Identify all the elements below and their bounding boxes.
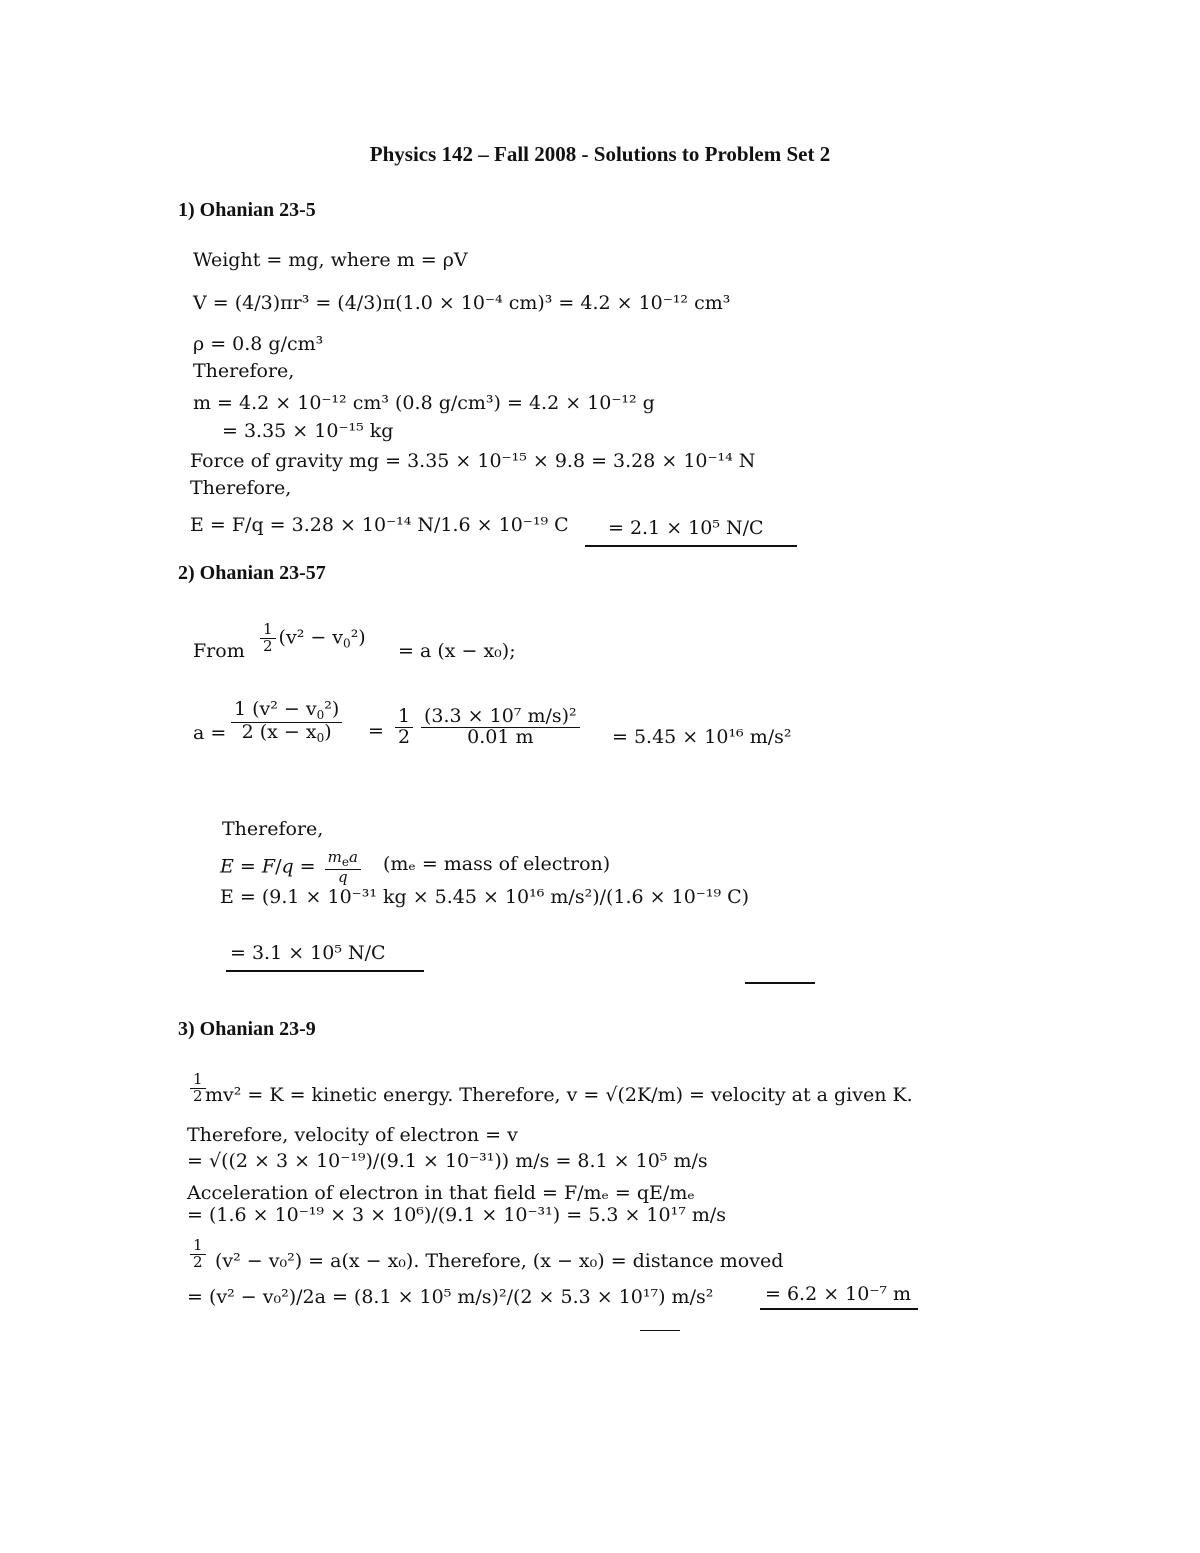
problem-2-heading: 2) Ohanian 23-57	[178, 562, 326, 584]
p3-line-3: = √((2 × 3 × 10⁻¹⁹)/(9.1 × 10⁻³¹)) m/s = 8.1 × 10⁵ m/s	[187, 1150, 708, 1172]
p3-line-4: Acceleration of electron in that field = F/mₑ = qE/mₑ	[187, 1182, 695, 1204]
p2-line-4-rhs: (mₑ = mass of electron)	[383, 853, 611, 875]
p2-line-3: Therefore,	[222, 818, 324, 840]
p2-line-5: E = (9.1 × 10⁻³¹ kg × 5.45 × 10¹⁶ m/s²)/(1.6 × 10⁻¹⁹ C)	[220, 886, 750, 908]
p2-line-2-frac-1: $\frac{1 (v^2 - v_0^2)}{2 (x - x_0)}$	[228, 700, 345, 744]
p1-line-5: m = 4.2 × 10⁻¹² cm³ (0.8 g/cm³) = 4.2 × 10⁻¹² g	[193, 392, 655, 414]
p1-line-8: Therefore,	[190, 477, 292, 499]
p3-line-7: = (v² − v₀²)/2a = (8.1 × 10⁵ m/s)²/(2 × 5.3 × 10¹⁷) m/s²	[187, 1286, 714, 1308]
page-title: Physics 142 – Fall 2008 - Solutions to Problem Set 2	[369, 142, 831, 166]
p2-line-1-from: From	[193, 640, 245, 662]
p2-frac-numerator: (3.3 × 10⁷ m/s)²	[421, 707, 580, 728]
p2-line-2-lhs: a =	[193, 722, 227, 744]
p3-line-5: = (1.6 × 10⁻¹⁹ × 3 × 10⁶)/(9.1 × 10⁻³¹) = 5.3 × 10¹⁷ m/s	[187, 1204, 727, 1226]
p3-line-1-frac: $\frac{1}{2}$	[187, 1072, 209, 1105]
p1-line-2: V = (4/3)πr³ = (4/3)π(1.0 × 10⁻⁴ cm)³ = 4.2 × 10⁻¹² cm³	[193, 292, 731, 314]
p3-line-2: Therefore, velocity of electron = v	[187, 1124, 518, 1146]
stray-mark	[745, 982, 815, 984]
p3-answer-underline	[760, 1308, 918, 1310]
p2-line-2-eq: =	[368, 720, 384, 742]
p1-line-3: ρ = 0.8 g/cm³	[193, 333, 324, 355]
problem-1-heading: 1) Ohanian 23-5	[178, 199, 316, 221]
p1-line-4: Therefore,	[193, 360, 295, 382]
problem-3-heading: 3) Ohanian 23-9	[178, 1018, 316, 1040]
p2-answer-underline	[226, 970, 424, 972]
p1-line-7: Force of gravity mg = 3.35 × 10⁻¹⁵ × 9.8 = 3.28 × 10⁻¹⁴ N	[190, 450, 756, 472]
stray-mark-2	[640, 1330, 680, 1331]
p2-line-1-rhs: = a (x − x₀);	[398, 640, 516, 662]
p2-line-2-frac-3	[418, 707, 583, 748]
p2-frac-denominator: 0.01 m	[467, 725, 534, 748]
p3-answer: = 6.2 × 10⁻⁷ m	[765, 1283, 912, 1305]
p2-line-2-frac-2: $\frac{1}{2}$	[392, 707, 416, 748]
p2-line-2-result: = 5.45 × 10¹⁶ m/s²	[612, 726, 792, 748]
p2-line-4-lhs: E = F/q = $\frac{m_ea}{q}$	[220, 850, 364, 885]
p1-line-1: Weight = mg, where m = ρV	[193, 249, 468, 271]
p1-line-9: E = F/q = 3.28 × 10⁻¹⁴ N/1.6 × 10⁻¹⁹ C	[190, 514, 569, 536]
p3-line-6-frac: $\frac{1}{2}$	[187, 1238, 209, 1271]
p3-line-6: (v² − v₀²) = a(x − x₀). Therefore, (x − x₀) = distance moved	[215, 1250, 784, 1272]
p2-answer: = 3.1 × 10⁵ N/C	[230, 942, 386, 964]
p3-line-1: mv² = K = kinetic energy. Therefore, v = √(2K/m) = velocity at a given K.	[205, 1084, 913, 1106]
p1-answer-underline	[585, 545, 797, 547]
p1-answer: = 2.1 × 10⁵ N/C	[608, 517, 764, 539]
p1-line-6: = 3.35 × 10⁻¹⁵ kg	[222, 420, 394, 442]
p2-line-1-frac: $\frac{1}{2}$ $(v^2 - v_0^2)$	[257, 622, 366, 655]
